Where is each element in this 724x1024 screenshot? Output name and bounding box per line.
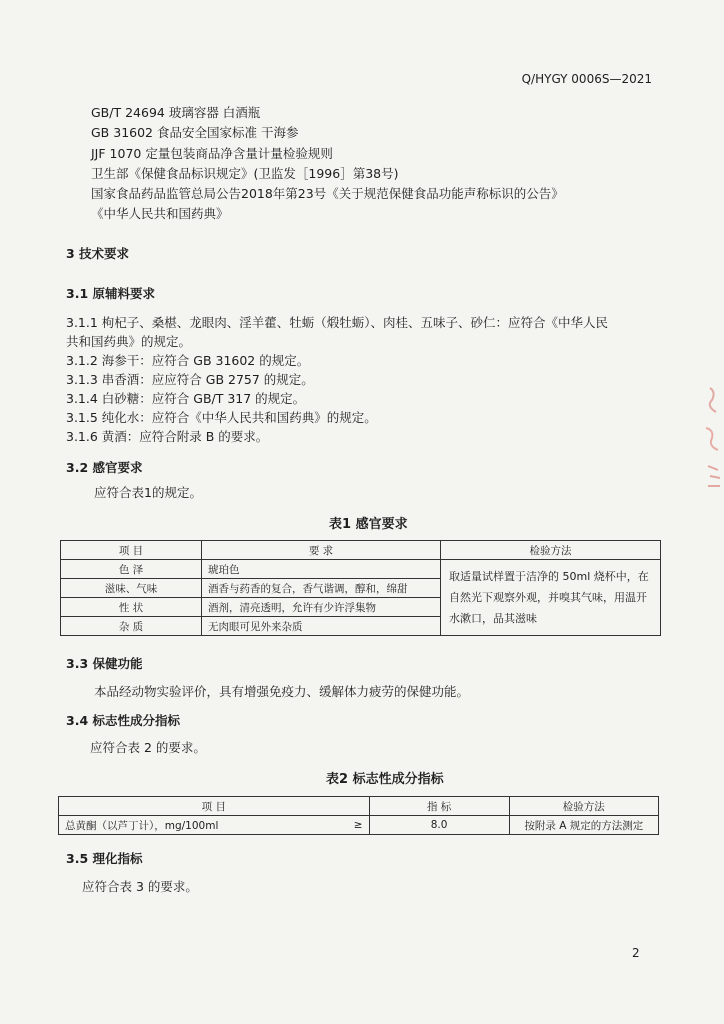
section-heading: 3.4 标志性成分指标 [66,713,180,728]
list-item: 3.1.5 纯化水：应符合《中华人民共和国药典》的规定。 [66,410,377,425]
table-row [59,816,659,835]
method-cell: 取适量试样置于洁净的 50ml 烧杯中，在自然光下观察外观，并嗅其气味，用温开水漱口，品其滋味 [441,560,661,636]
table-header-cell: 要 求 [202,541,441,560]
table-cell: 琥珀色 [202,560,441,579]
table-header-row [61,541,661,560]
marker-table [58,796,659,835]
section-heading: 3.3 保健功能 [66,656,143,671]
reference-item: 国家食品药品监管总局公告2018年第23号《关于规范保健食品功能声称标识的公告》 [91,186,564,201]
table-row [61,560,661,579]
table-header-cell: 项 目 [61,541,202,560]
table-cell: ≥ [337,816,370,835]
document-code: Q/HYGY 0006S—2021 [521,72,652,86]
reference-item: 《中华人民共和国药典》 [91,206,229,221]
table-caption: 表2 标志性成分指标 [326,772,444,787]
table-cell: 按附录 A 规定的方法测定 [509,816,658,835]
table-caption: 表1 感官要求 [329,517,408,532]
table-cell: 无肉眼可见外来杂质 [202,617,441,636]
paragraph: 应符合表 2 的要求。 [90,740,206,755]
table-cell: 杂 质 [61,617,202,636]
sensory-table [60,540,661,636]
section-heading: 3.5 理化指标 [66,851,143,866]
table-header-cell: 指 标 [369,797,509,816]
reference-item: GB 31602 食品安全国家标准 干海参 [91,125,299,140]
paragraph: 应符合表 3 的要求。 [82,879,198,894]
table-cell: 酒香与药香的复合，香气谐调，醇和，绵甜 [202,579,441,598]
table-header-row [59,797,659,816]
table-header-cell: 项 目 [59,797,370,816]
section-heading: 3.1 原辅料要求 [66,286,155,301]
table-header-cell: 检验方法 [509,797,658,816]
table-header-cell: 检验方法 [441,541,661,560]
paragraph: 应符合表1的规定。 [94,485,202,500]
table-cell: 8.0 [369,816,509,835]
section-heading: 3 技术要求 [66,246,130,261]
list-item: 3.1.4 白砂糖：应符合 GB/T 317 的规定。 [66,391,306,406]
paragraph: 本品经动物实验评价，具有增强免疫力、缓解体力疲劳的保健功能。 [94,684,470,699]
table-cell: 色 泽 [61,560,202,579]
page-number: 2 [632,946,640,960]
list-item: 3.1.3 串香酒：应应符合 GB 2757 的规定。 [66,372,314,387]
reference-item: JJF 1070 定量包装商品净含量计量检验规则 [91,146,333,161]
table-cell: 性 状 [61,598,202,617]
section-heading: 3.2 感官要求 [66,460,143,475]
reference-item: GB/T 24694 玻璃容器 白酒瓶 [91,105,261,120]
table-cell: 总黄酮（以芦丁计），mg/100ml [59,816,337,835]
table-cell: 酒剂，清亮透明，允许有少许浮集物 [202,598,441,617]
list-item: 3.1.1 枸杞子、桑椹、龙眼肉、淫羊藿、牡蛎（煅牡蛎）、肉桂、五味子、砂仁：应符合《中华人民 [66,315,609,330]
reference-item: 卫生部《保健食品标识规定》(卫监发［1996］第38号) [91,166,399,181]
list-item: 3.1.2 海参干：应符合 GB 31602 的规定。 [66,353,310,368]
red-seal-stamp [696,380,724,500]
table-cell: 滋味、气味 [61,579,202,598]
list-item: 共和国药典》的规定。 [66,334,192,349]
list-item: 3.1.6 黄酒：应符合附录 B 的要求。 [66,429,269,444]
